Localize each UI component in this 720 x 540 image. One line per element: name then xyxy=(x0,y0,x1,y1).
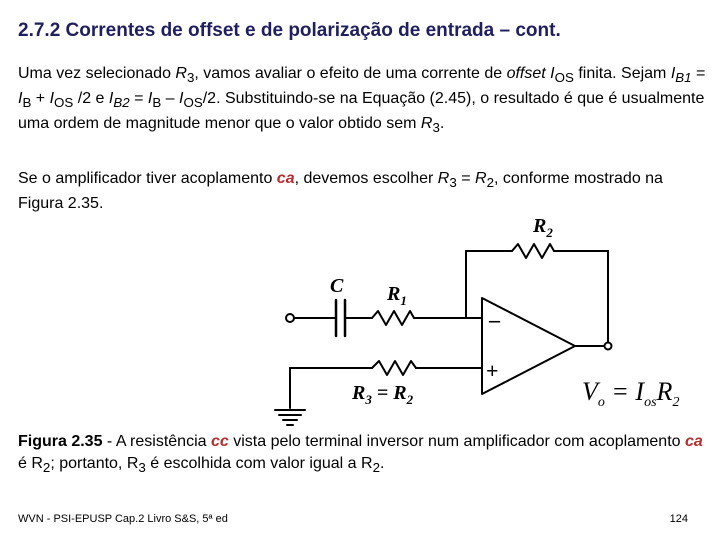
figure-caption: Figura 2.35 - A resistência cc vista pelo terminal inversor num amplificador com acoplamento ca é $R_2$; portanto, $R_3$ é escolhida com valor igual a $R_2$. xyxy=(18,433,703,476)
label-r2: $R_2$ xyxy=(533,215,553,240)
input-terminal xyxy=(286,314,294,322)
footer-source: WVN - PSI-EPUSP Cap.2 Livro S&S, 5ª ed xyxy=(18,513,228,525)
resistor-r3 xyxy=(372,361,416,375)
page-number: 124 xyxy=(669,513,688,525)
output-equation: $V_o = I_{os}R_2$ xyxy=(582,377,680,410)
resistor-r1 xyxy=(372,311,414,325)
paragraph-ac-coupling: Se o amplificador tiver acoplamento ca, devemos escolher $R_3 = R_2$, conforme mostrado na Figura 2.35. xyxy=(18,170,663,213)
label-c: C xyxy=(330,275,344,297)
label-r1: $R_1$ xyxy=(387,283,407,308)
label-plus: + xyxy=(486,358,499,383)
paragraph-offset-current: Uma vez selecionado $R_3$, vamos avaliar o efeito de uma corrente de offset $I_{OS}$ finita. Sejam $I_{B1} = I_B + I_{OS}$ /2 e $I_{B2} = I_B - I_{OS}/2$. Substituindo-se na Equação (2.45), o resultado é que é usualmente uma ordem de magnitude menor que o valor obtido sem $R_3$. xyxy=(18,65,706,136)
label-r3-equals-r2: $R_3 = R_2$ xyxy=(352,382,414,407)
label-minus: – xyxy=(489,307,500,332)
output-terminal xyxy=(605,343,612,350)
resistor-r2 xyxy=(512,244,554,258)
slide-title: 2.7.2 Correntes de offset e de polarização de entrada – cont. xyxy=(18,20,561,41)
